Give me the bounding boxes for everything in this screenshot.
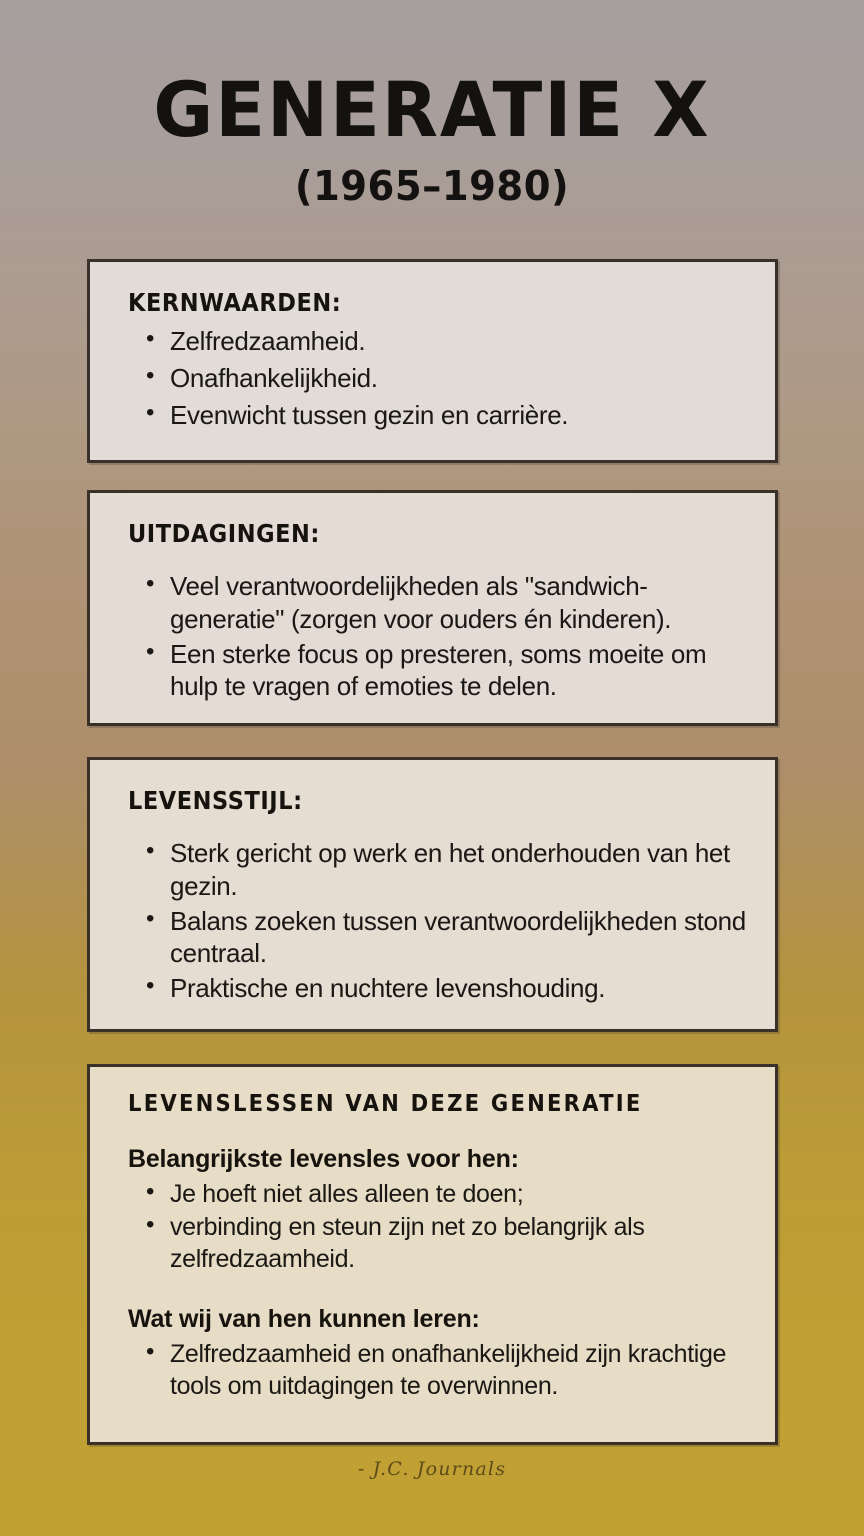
list-item: • Onafhankelijkheid. bbox=[142, 362, 749, 395]
list-item: • Sterk gericht op werk en het onderhouden van het gezin. bbox=[142, 837, 749, 903]
list-item: • Een sterke focus op presteren, soms moeite om hulp te vragen of emoties te delen. bbox=[142, 638, 749, 704]
card-levenslessen-content bbox=[90, 1067, 775, 1442]
page-title: GENERATIE X bbox=[153, 65, 711, 154]
card-levensstijl bbox=[87, 757, 778, 1032]
list-item: • Je hoeft niet alles alleen te doen; bbox=[142, 1178, 753, 1210]
footer-signature: - J.C. Journals bbox=[357, 1458, 507, 1480]
card-kernwaarden-content bbox=[90, 262, 775, 460]
levensles-list bbox=[128, 1178, 753, 1275]
list-item: • verbinding en steun zijn net zo belangrijk als zelfredzaamheid. bbox=[142, 1211, 753, 1275]
list-item: • Veel verantwoordelijkheden als "sandwich-generatie" (zorgen voor ouders én kinderen). bbox=[142, 570, 749, 636]
card-levensstijl-content bbox=[90, 760, 775, 1029]
list-item: • Praktische en nuchtere levenshouding. bbox=[142, 972, 749, 1005]
card-uitdagingen-heading: UITDAGINGEN: bbox=[128, 519, 320, 548]
list-item: • Zelfredzaamheid. bbox=[142, 325, 749, 358]
card-kernwaarden-heading: KERNWAARDEN: bbox=[128, 288, 342, 317]
page-subtitle-years: (1965–1980) bbox=[294, 162, 570, 210]
title-block bbox=[0, 0, 864, 210]
card-levenslessen-heading: LEVENSLESSEN VAN DEZE GENERATIE bbox=[128, 1091, 643, 1117]
leren-list bbox=[128, 1338, 753, 1402]
card-kernwaarden bbox=[87, 259, 778, 463]
card-levenslessen bbox=[87, 1064, 778, 1445]
list-item: • Evenwicht tussen gezin en carrière. bbox=[142, 399, 749, 432]
list-item: • Balans zoeken tussen verantwoordelijkheden stond centraal. bbox=[142, 905, 749, 971]
list-item: • Zelfredzaamheid en onafhankelijkheid zijn krachtige tools om uitdagingen te overwinnen. bbox=[142, 1338, 753, 1402]
card-uitdagingen bbox=[87, 490, 778, 726]
levensles-subheading: Belangrijkste levensles voor hen: bbox=[128, 1145, 519, 1173]
card-uitdagingen-content bbox=[90, 493, 775, 723]
card-levensstijl-list bbox=[128, 837, 749, 1005]
leren-subheading: Wat wij van hen kunnen leren: bbox=[128, 1305, 480, 1333]
footer bbox=[0, 1458, 864, 1480]
card-levensstijl-heading: LEVENSSTIJL: bbox=[128, 786, 303, 815]
card-kernwaarden-list bbox=[128, 325, 749, 431]
card-uitdagingen-list bbox=[128, 570, 749, 703]
